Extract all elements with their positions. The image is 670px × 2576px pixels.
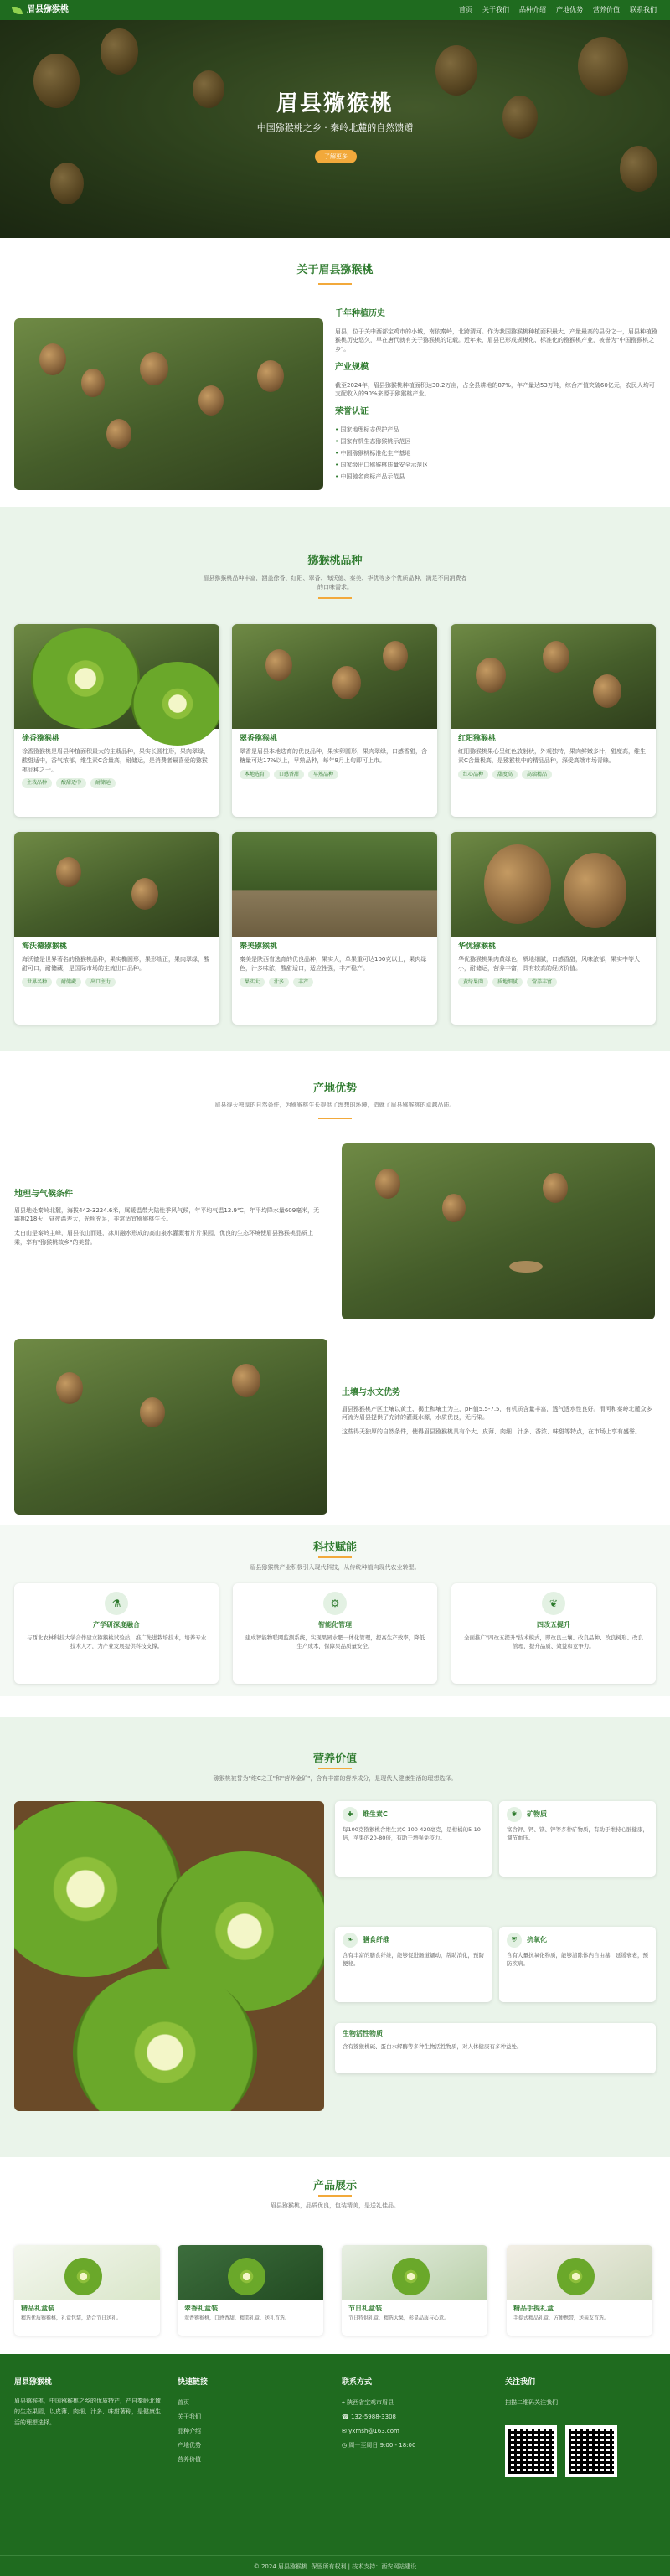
scale-text: 截至2024年，眉县猕猴桃种植面积达30.2万亩，占全县耕地的87%，年产量达53万吨，综合产值突破60亿元，农民人均可支配收入的90%来源于猕猴桃产业。 — [335, 381, 655, 398]
climate-text-2: 太白山是秦岭主峰，眉县依山而建，冰川融水形成的高山泉水灌溉着片片果园，优良的生态环境使眉县猕猴桃品质上乘，享有"猕猴桃故乡"的美誉。 — [14, 1230, 313, 1247]
product-card[interactable] — [342, 2245, 487, 2336]
learn-more-button[interactable]: 了解更多 — [315, 150, 357, 163]
tech-card — [233, 1583, 437, 1684]
variety-tag: 口感香甜 — [274, 770, 304, 779]
variety-tag: 世界名种 — [22, 978, 52, 987]
footer-hours: 周一至周日 9:00 - 18:00 — [348, 2441, 416, 2449]
variety-tag: 出口主力 — [85, 978, 116, 987]
nutrition-card-text: 含有丰富的膳食纤维，能够促进肠道蠕动，帮助消化，预防便秘。 — [343, 1952, 484, 1968]
variety-tag: 黄绿果肉 — [458, 978, 488, 987]
product-desc: 翠香猕猴桃，口感香甜，精美礼盒，送礼首选。 — [184, 2315, 291, 2322]
soil-text: 眉县猕猴桃产区土壤以黄土、褐土和壤土为主，pH值5.5-7.5，有机质含量丰富，透气透水性良好。渭河和秦岭北麓众多河流为眉县提供了充沛的灌溉水源，水质优良，无污染。 — [342, 1405, 652, 1422]
variety-tag: 丰产 — [293, 978, 313, 987]
footer-link-about[interactable]: 关于我们 — [178, 2413, 201, 2420]
nutrition-card-text: 富含钾、钙、镁、锌等多种矿物质，有助于维持心脏健康，调节血压。 — [507, 1826, 648, 1842]
tech-card-text: 建成智能物联网监测系统，实现果园水肥一体化管理，提高生产效率，降低生产成本，保障果品质量安全。 — [245, 1634, 425, 1650]
soil-text-2: 这些得天独厚的自然条件，使得眉县猕猴桃具有个大、皮薄、肉细、汁多、香浓、味甜等特点，在市场上享有盛誉。 — [342, 1428, 641, 1436]
nav-about[interactable]: 关于我们 — [482, 5, 509, 13]
varieties-section-title: 猕猴桃品种 — [307, 555, 363, 567]
history-text: 眉县，位于关中西部宝鸡市的小城，南依秦岭，北跨渭河。作为我国猕猴桃种植面积最大、产量最高的县份之一，眉县种植猕猴桃历史悠久，早在唐代就有关于猕猴桃的记载。近年来，眉县已形成规模化、标准化的猕猴桃产业，被誉为"中国猕猴桃之乡"。 — [335, 328, 657, 354]
product-name: 节日礼盒装 — [348, 2305, 382, 2312]
varieties-subtitle: 眉县猕猴桃品种丰富，涵盖徐香、红阳、翠香、海沃德、秦美、华优等多个优质品种，满足不同消费者的口味需求。 — [203, 575, 467, 591]
products-subtitle: 眉县猕猴桃，品质优良，包装精美，是送礼佳品。 — [271, 2202, 399, 2209]
variety-desc: 翠香是眉县本地选育的优良品种，果实卵圆形，果肉翠绿，口感香甜，含糖量可达17%以上，早熟品种，每年9月上旬即可上市。 — [240, 747, 427, 764]
flask-icon: ⚗ — [105, 1592, 128, 1615]
variety-desc: 秦美是陕西省选育的优良品种，果实大，单果重可达100克以上，果肉绿色，汁多味浓，酸甜适口，适应性强，丰产稳产。 — [240, 955, 427, 972]
variety-card[interactable] — [451, 832, 656, 1025]
climate-text: 眉县地处秦岭北麓，海拔442-3224.6米，属暖温带大陆性季风气候，年平均气温12.9℃，年平均降水量609毫米，无霜期218天，昼夜温差大，光照充足，非常适宜猕猴桃生长。 — [14, 1206, 320, 1223]
product-desc: 手提式精品礼盒，方便携带，送亲友首选。 — [513, 2315, 610, 2322]
nav-contact[interactable]: 联系我们 — [630, 5, 657, 13]
soil-photo — [14, 1339, 327, 1515]
variety-desc: 海沃德是世界著名的猕猴桃品种，果实椭圆形，果形端正，果肉翠绿，酸甜可口，耐储藏，是国际市场的主流出口品种。 — [22, 955, 209, 972]
variety-tag: 早熟品种 — [308, 770, 338, 779]
leaf-logo-icon — [12, 7, 23, 14]
nutrition-card — [335, 2023, 656, 2073]
tech-card-title: 产学研深度融合 — [93, 1621, 140, 1629]
footer-follow-title: 关注我们 — [505, 2378, 536, 2387]
origin-section-title: 产地优势 — [312, 1082, 357, 1095]
variety-tag: 高端精品 — [522, 770, 552, 779]
tech-card-text: 与西北农林科技大学合作建立猕猴桃试验站，推广先进栽培技术，培养专业技术人才，为产业发展提供科技支撑。 — [26, 1634, 207, 1650]
product-card[interactable] — [178, 2245, 323, 2336]
nutrition-card — [499, 1927, 656, 2002]
footer-address: 陕西省宝鸡市眉县 — [347, 2398, 394, 2406]
product-desc: 节日特供礼盒，精选大果，彰显品质与心意。 — [348, 2315, 450, 2322]
nutrition-card — [335, 1801, 492, 1877]
variety-name: 翠香猕猴桃 — [240, 735, 278, 743]
variety-tag: 耐储运 — [90, 778, 116, 787]
vitamin-icon: ✚ — [343, 1807, 358, 1822]
site-logo[interactable] — [12, 3, 69, 17]
fiber-icon: ❧ — [343, 1933, 358, 1948]
footer-about-title: 眉县猕猴桃 — [14, 2378, 53, 2387]
site-name: 眉县猕猴桃 — [27, 5, 69, 15]
honor-title: 荣誉认证 — [335, 407, 368, 417]
about-section-title: 关于眉县猕猴桃 — [296, 264, 374, 276]
nav-nutrition[interactable]: 营养价值 — [593, 5, 620, 13]
honor-item: • 中国驰名商标产品示范县 — [335, 471, 657, 483]
variety-tag: 本地选育 — [240, 770, 270, 779]
footer-contact-title: 联系方式 — [342, 2378, 373, 2387]
footer-phone[interactable]: 132-5988-3308 — [350, 2413, 396, 2420]
nutrition-card-title: 矿物质 — [527, 1809, 547, 1818]
mail-icon: ✉ — [342, 2427, 349, 2434]
location-icon: ⌖ — [342, 2398, 348, 2406]
variety-desc: 华优猕猴桃果肉黄绿色，质地细腻，口感香甜，风味浓郁，果实中等大小，耐储运，营养丰富，具有较高的经济价值。 — [458, 955, 640, 972]
tech-card-title: 四改五提升 — [537, 1621, 570, 1629]
nutrition-card-text: 含有大量抗氧化物质，能够清除体内自由基，延缓衰老，预防疾病。 — [507, 1952, 648, 1968]
honor-item: • 国家有机生态猕猴桃示范区 — [335, 436, 657, 447]
nutrition-card — [499, 1801, 656, 1877]
variety-tag: 甜度高 — [492, 770, 518, 779]
hero-subtitle: 中国猕猴桃之乡 · 秦岭北麓的自然馈赠 — [256, 122, 414, 133]
product-card[interactable] — [14, 2245, 160, 2336]
variety-tag: 汁多 — [269, 978, 289, 987]
variety-tag: 红心品种 — [458, 770, 488, 779]
nutrition-card-title: 生物活性物质 — [343, 2030, 383, 2037]
tech-card-text: 全面推广"四改五提升"技术模式，即改良土壤、改良品种、改良树形、改良管理，提升品质、效益和竞争力。 — [464, 1634, 643, 1650]
footer-link-origin[interactable]: 产地优势 — [178, 2441, 201, 2449]
qr-code-weibo — [565, 2425, 617, 2477]
honor-list — [335, 424, 657, 483]
variety-name: 华优猕猴桃 — [458, 942, 497, 951]
site-footer — [0, 2354, 670, 2576]
product-card[interactable] — [507, 2245, 652, 2336]
honor-item: • 国家地理标志保护产品 — [335, 424, 657, 436]
qr-code-wechat — [505, 2425, 557, 2477]
scale-title: 产业规模 — [335, 363, 368, 373]
copyright: © 2024 眉县猕猴桃. 保留所有权利 | 技术支持：西安网站建设 — [0, 2555, 670, 2572]
honor-item: • 国家级出口猕猴桃质量安全示范区 — [335, 459, 657, 471]
nutrition-card-title: 抗氧化 — [527, 1935, 547, 1944]
variety-desc: 红阳猕猴桃果心呈红色放射状，外观独特，果肉鲜嫩多汁，甜度高，维生素C含量极高，是猕猴桃中的精品品种，深受高端市场青睐。 — [458, 747, 646, 764]
nav-origin[interactable]: 产地优势 — [556, 5, 583, 13]
variety-name: 海沃德猕猴桃 — [22, 942, 68, 951]
product-name: 精品礼盒装 — [21, 2305, 54, 2312]
tech-subtitle: 眉县猕猴桃产业积极引入现代科技，从传统种植向现代农业转型。 — [250, 1564, 420, 1571]
variety-name: 红阳猕猴桃 — [458, 735, 497, 743]
nutrition-card-text: 含有猕猴桃碱、蛋白水解酶等多种生物活性物质，对人体健康有多种益处。 — [343, 2043, 523, 2051]
orchard-photo — [342, 1143, 655, 1319]
variety-tag: 质地细腻 — [492, 978, 523, 987]
about-photo — [14, 318, 323, 490]
leaf-icon: ❦ — [542, 1592, 565, 1615]
footer-about-text: 眉县猕猴桃，中国猕猴桃之乡的优质特产，产自秦岭北麓的生态果园，以皮薄、肉细、汁多、味甜著称，是健康生活的理想选择。 — [14, 2397, 161, 2426]
history-title: 千年种植历史 — [335, 309, 385, 318]
phone-icon: ☎ — [342, 2413, 351, 2420]
tech-card — [451, 1583, 656, 1684]
variety-card[interactable] — [232, 624, 437, 817]
gear-icon: ⚙ — [323, 1592, 347, 1615]
variety-card[interactable] — [451, 624, 656, 817]
variety-card[interactable] — [14, 832, 219, 1025]
climate-title: 地理与气候条件 — [14, 1190, 73, 1199]
nutrition-card — [335, 1927, 492, 2002]
nav-varieties[interactable]: 品种介绍 — [519, 5, 546, 13]
footer-email[interactable]: yxmsh@163.com — [348, 2427, 399, 2434]
origin-subtitle: 眉县得天独厚的自然条件，为猕猴桃生长提供了理想的环境，造就了眉县猕猴桃的卓越品质。 — [214, 1102, 456, 1108]
hero-banner — [0, 20, 670, 238]
products-section-title: 产品展示 — [312, 2180, 357, 2192]
nutrition-card-title: 膳食纤维 — [363, 1935, 389, 1944]
product-desc: 精选优质猕猴桃，礼盒包装，适合节日送礼。 — [21, 2315, 122, 2322]
footer-follow-text: 扫描二维码关注我们 — [505, 2398, 558, 2406]
nutrition-card-title: 维生素C — [363, 1809, 388, 1818]
shield-icon: ⛨ — [507, 1933, 522, 1948]
tech-card-title: 智能化管理 — [318, 1621, 352, 1629]
hero-title: 眉县猕猴桃 — [276, 91, 394, 116]
nav-home[interactable]: 首页 — [459, 5, 472, 13]
kiwi-photo — [14, 1801, 324, 2111]
product-name: 翠香礼盒装 — [184, 2305, 218, 2312]
footer-link-nutrition[interactable]: 营养价值 — [178, 2455, 201, 2463]
variety-tag: 果实大 — [240, 978, 265, 987]
product-name: 精品手提礼盒 — [513, 2305, 554, 2312]
footer-link-home[interactable]: 首页 — [178, 2398, 189, 2406]
variety-tag: 营养丰富 — [527, 978, 557, 987]
nutrition-section-title: 营养价值 — [312, 1753, 357, 1765]
footer-links-title: 快速链接 — [178, 2378, 209, 2387]
variety-card[interactable] — [232, 832, 437, 1025]
tech-section-title: 科技赋能 — [312, 1541, 357, 1554]
nutrition-subtitle: 猕猴桃被誉为"维C之王"和"营养金矿"，含有丰富的营养成分，是现代人健康生活的理想选择。 — [213, 1775, 457, 1782]
soil-title: 土壤与水文优势 — [342, 1388, 400, 1397]
nutrition-card-text: 每100克猕猴桃含维生素C 100-420毫克，是柑橘的5-10倍，苹果的20-80倍，有助于增强免疫力。 — [343, 1826, 481, 1842]
variety-card[interactable] — [14, 624, 219, 817]
top-navbar — [0, 0, 670, 20]
tech-card — [14, 1583, 219, 1684]
variety-name: 徐香猕猴桃 — [22, 735, 60, 743]
variety-tag: 耐储藏 — [56, 978, 81, 987]
clock-icon: ◷ — [342, 2441, 349, 2449]
variety-desc: 徐香猕猴桃是眉县种植面积最大的主栽品种，果实长圆柱形，果肉翠绿，酸甜适中，香气浓郁，维生素C含量高，耐储运，是消费者最喜爱的猕猴桃品种之一。 — [22, 747, 209, 773]
mineral-icon: ✱ — [507, 1807, 522, 1822]
variety-tag: 酸甜适中 — [56, 778, 86, 787]
variety-name: 秦美猕猴桃 — [240, 942, 278, 951]
honor-item: • 中国猕猴桃标准化生产基地 — [335, 447, 657, 459]
footer-link-varieties[interactable]: 品种介绍 — [178, 2427, 201, 2434]
variety-tag: 主栽品种 — [22, 778, 52, 787]
